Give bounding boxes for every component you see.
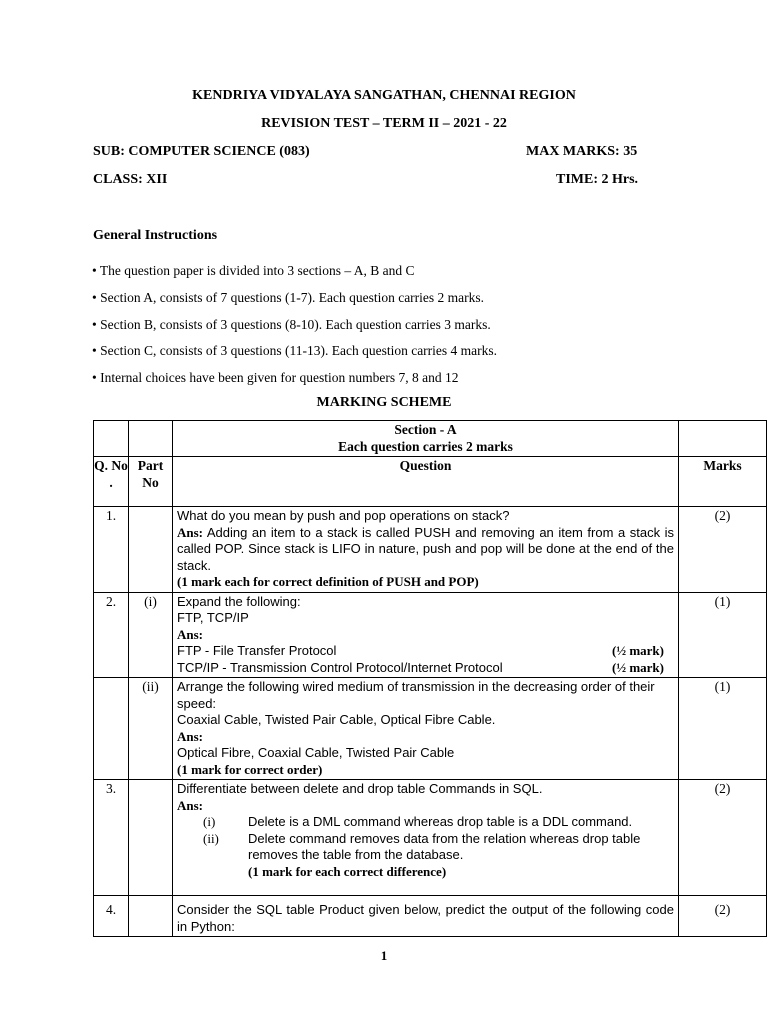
- instruction-item: • Section C, consists of 3 questions (11-13). Each question carries 4 marks.: [92, 343, 498, 358]
- test-title: REVISION TEST – TERM II – 2021 - 22: [261, 116, 507, 131]
- table-row: [94, 592, 767, 678]
- table-row: [94, 896, 767, 937]
- section-title-cell: [173, 421, 679, 457]
- half-mark: (½ mark): [612, 659, 664, 675]
- answer-text: Delete is a DML command whereas drop table is a DDL command.: [248, 814, 633, 829]
- answer-label: Ans:: [177, 626, 204, 642]
- point-number: (ii): [203, 830, 219, 846]
- scheme-note: (1 mark each for correct definition of PUSH and POP): [177, 574, 479, 589]
- instruction-item: • Section A, consists of 7 questions (1-7). Each question carries 2 marks.: [92, 290, 485, 305]
- question-number: 1.: [94, 507, 129, 593]
- question-text: What do you mean by push and pop operations on stack?: [177, 508, 510, 523]
- max-marks: MAX MARKS: 35: [526, 144, 638, 159]
- question-cell: [173, 780, 679, 896]
- scheme-note: (1 mark for correct order): [177, 761, 323, 777]
- table-row: [94, 507, 767, 593]
- marking-scheme-title: MARKING SCHEME: [316, 395, 452, 410]
- question-text: Differentiate between delete and drop table Commands in SQL.: [177, 781, 543, 796]
- instruction-text: Section B, consists of 3 questions (8-10). Each question carries 3 marks.: [100, 317, 491, 332]
- instruction-text: Section A, consists of 7 questions (1-7). Each question carries 2 marks.: [100, 290, 485, 305]
- answer-label: Ans:: [177, 797, 204, 813]
- answer-text: Adding an item to a stack is called PUSH and removing an item from a stack is called POP. Since stack is LIFO in nature, push and pop will be done at the end of the stack.: [177, 524, 674, 573]
- org-title: KENDRIYA VIDYALAYA SANGATHAN, CHENNAI REGION: [192, 88, 576, 103]
- question-cell: [173, 678, 679, 780]
- part-number: (i): [129, 592, 173, 678]
- question-cell: [173, 592, 679, 678]
- section-header-row: [94, 421, 767, 457]
- page-number: 1: [380, 948, 388, 963]
- class-label: CLASS: XII: [93, 172, 168, 187]
- subject: SUB: COMPUTER SCIENCE (083): [93, 144, 310, 159]
- instruction-text: Internal choices have been given for question numbers 7, 8 and 12: [100, 370, 459, 385]
- instructions-heading: General Instructions: [93, 228, 218, 243]
- instruction-text: The question paper is divided into 3 sections – A, B and C: [99, 263, 415, 278]
- marks-value: (2): [679, 896, 767, 937]
- question-text: Consider the SQL table Product given below, predict the output of the following code in Python:: [173, 896, 679, 937]
- part-header: Part No: [129, 457, 173, 507]
- qno-header: Q. No .: [94, 457, 129, 507]
- part-number: (ii): [129, 678, 173, 780]
- instruction-item: • Internal choices have been given for question numbers 7, 8 and 12: [92, 370, 459, 385]
- marks-value: (2): [679, 780, 767, 896]
- answer-text: FTP - File Transfer Protocol: [177, 643, 337, 658]
- answer-label: Ans:: [177, 728, 204, 744]
- column-header-row: [94, 457, 767, 507]
- instruction-item: • Section B, consists of 3 questions (8-10). Each question carries 3 marks.: [92, 317, 491, 332]
- question-text: Expand the following:: [177, 593, 301, 609]
- marks-value: (1): [679, 592, 767, 678]
- half-mark: (½ mark): [612, 643, 664, 658]
- question-number: 4.: [94, 896, 129, 937]
- marking-scheme-table: [93, 420, 767, 937]
- question-number: 3.: [94, 780, 129, 896]
- table-row: [94, 678, 767, 780]
- answer-text: Optical Fibre, Coaxial Cable, Twisted Pair Cable: [177, 745, 455, 760]
- question-terms: FTP, TCP/IP: [177, 610, 249, 625]
- time-label: TIME: 2 Hrs.: [556, 172, 639, 187]
- section-subtitle: Each question carries 2 marks: [338, 438, 513, 454]
- question-options: Coaxial Cable, Twisted Pair Cable, Optical Fibre Cable.: [177, 712, 496, 727]
- instruction-item: • The question paper is divided into 3 sections – A, B and C: [92, 263, 415, 278]
- question-text: Arrange the following wired medium of transmission in the decreasing order of their speed:: [177, 679, 655, 711]
- answer-text: TCP/IP - Transmission Control Protocol/Internet Protocol: [177, 659, 503, 675]
- question-number: 2.: [94, 592, 129, 678]
- marks-header: Marks: [679, 457, 767, 507]
- question-header: Question: [173, 457, 679, 507]
- table-row: [94, 780, 767, 896]
- marks-value: (2): [679, 507, 767, 593]
- answer-text: Delete command removes data from the relation whereas drop table removes the table from the database.: [248, 830, 641, 862]
- scheme-note: (1 mark for each correct difference): [248, 863, 447, 879]
- marks-value: (1): [679, 678, 767, 780]
- section-title: Section - A: [394, 422, 457, 437]
- answer-label: Ans:: [177, 524, 204, 540]
- point-number: (i): [203, 814, 216, 829]
- instruction-text: Section C, consists of 3 questions (11-13). Each question carries 4 marks.: [100, 343, 498, 358]
- question-cell: [173, 507, 679, 593]
